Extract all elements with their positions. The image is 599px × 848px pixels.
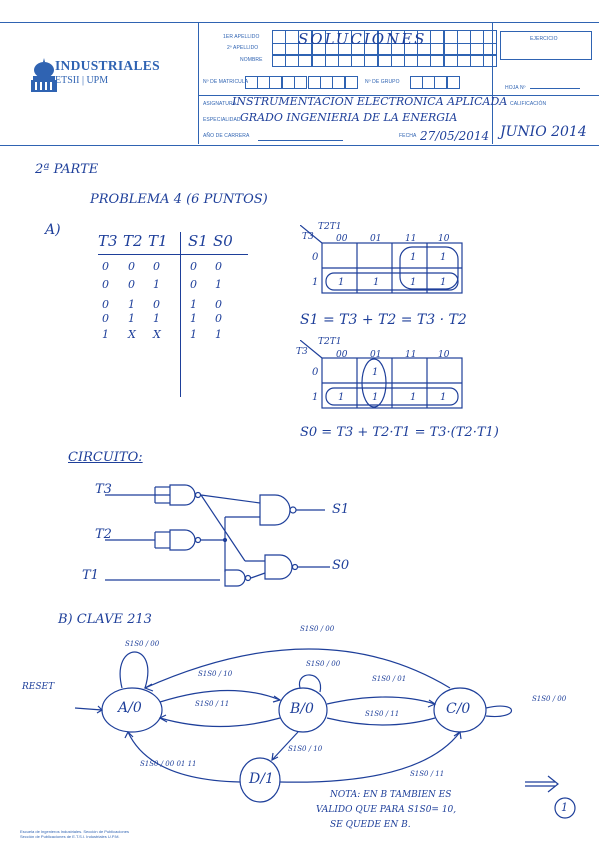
kmap2-col: 00 <box>336 350 348 360</box>
label-nombre: NOMBRE <box>240 57 263 63</box>
section-b-title: B) CLAVE 213 <box>58 612 152 627</box>
state-a: A/0 <box>118 700 142 716</box>
transition-label: S1S0 / 00 <box>300 625 335 633</box>
circuit-input-t2: T2 <box>95 527 112 542</box>
problem-title: PROBLEMA 4 (6 PUNTOS) <box>90 192 268 207</box>
tt-cell: 1 <box>190 298 197 311</box>
label-hoja: HOJA Nº <box>505 85 526 91</box>
label-especialidad: ESPECIALIDAD <box>203 117 241 123</box>
label-asignatura: ASIGNATURA <box>203 101 237 107</box>
header-divider-left <box>198 22 199 144</box>
kmap1-cell: 1 <box>410 252 417 263</box>
state-b: B/0 <box>290 701 314 717</box>
kmap2-rowvar: T3 <box>296 347 308 357</box>
label-apellido2: 2º APELLIDO <box>227 45 259 51</box>
note-line-2: VALIDO QUE PARA S1S0= 10, <box>316 805 457 815</box>
label-carrera: AÑO DE CARRERA <box>203 133 250 139</box>
section-a-label: A) <box>45 222 61 238</box>
kmap2-col: 10 <box>438 350 450 360</box>
kmap1-col: 01 <box>370 234 382 244</box>
circuit-input-t3: T3 <box>95 482 112 497</box>
kmap2-corner: T2T1 <box>318 337 342 347</box>
kmap1-col: 11 <box>405 234 417 244</box>
transition-label: S1S0 / 11 <box>195 700 230 708</box>
kmap2-col: 01 <box>370 350 382 360</box>
hw-calificacion: JUNIO 2014 <box>500 124 587 140</box>
tt-cell: 1 <box>153 278 160 291</box>
transition-label: S1S0 / 00 <box>306 660 341 668</box>
kmap1-row: 0 <box>312 252 319 263</box>
kmap1-row: 1 <box>312 277 319 288</box>
grupo-boxes[interactable] <box>410 76 459 89</box>
tt-cell: 1 <box>153 312 160 325</box>
tt-cell: 0 <box>102 260 109 273</box>
kmap1-cell: 1 <box>373 277 380 288</box>
tt-header-s1: S1 <box>188 232 208 250</box>
transition-label: S1S0 / 00 01 11 <box>140 760 197 768</box>
note-line-1: NOTA: EN B TAMBIEN ES <box>330 790 452 800</box>
footer-line-2: Sección de Publicaciones de E.T.S.I. Industriales U.P.M. <box>20 834 120 839</box>
tt-cell: 1 <box>128 312 135 325</box>
kmap1-rowvar: T3 <box>302 232 314 242</box>
label-fecha: FECHA <box>399 133 417 139</box>
logo-title: INDUSTRIALES <box>55 58 160 73</box>
tt-cell: 0 <box>190 260 197 273</box>
tt-cell: 0 <box>215 260 222 273</box>
kmap2-cell: 1 <box>338 392 345 403</box>
kmap1-cell: 1 <box>338 277 345 288</box>
transition-label: S1S0 / 00 <box>125 640 160 648</box>
state-diagram <box>20 620 580 820</box>
nombre-boxes[interactable] <box>272 55 496 67</box>
kmap1-col: 00 <box>336 234 348 244</box>
circuit-output-s1: S1 <box>332 502 350 517</box>
hw-especialidad: GRADO INGENIERIA DE LA ENERGIA <box>240 111 458 124</box>
tt-cell: 0 <box>153 260 160 273</box>
kmap2-cell: 1 <box>410 392 417 403</box>
label-grupo: Nº DE GRUPO <box>365 79 400 85</box>
kmap2-row: 0 <box>312 367 319 378</box>
circuit-title: CIRCUITO: <box>68 450 143 465</box>
tt-cell: X <box>153 328 161 341</box>
transition-label: S1S0 / 00 <box>532 695 567 703</box>
kmap2-cell: 1 <box>372 367 379 378</box>
circuit-output-s0: S0 <box>332 558 350 573</box>
tt-cell: 0 <box>128 278 135 291</box>
tt-cell: 1 <box>215 278 222 291</box>
transition-label: S1S0 / 10 <box>288 745 323 753</box>
transition-label: S1S0 / 10 <box>198 670 233 678</box>
transition-label: S1S0 / 11 <box>410 770 445 778</box>
tt-header-s0: S0 <box>213 232 233 250</box>
kmap1-cell: 1 <box>410 277 417 288</box>
tt-cell: 0 <box>215 312 222 325</box>
state-c: C/0 <box>446 701 471 717</box>
kmap-s1 <box>300 225 480 305</box>
equation-s1: S1 = T3 + T2 = T3 · T2 <box>300 312 467 328</box>
circuit-input-t1: T1 <box>82 568 99 583</box>
kmap1-corner: T2T1 <box>318 222 342 232</box>
kmap2-cell: 1 <box>440 392 447 403</box>
hw-apellido: SOLUCIONES <box>298 30 427 48</box>
tt-cell: 1 <box>190 312 197 325</box>
kmap2-cell: 1 <box>372 392 379 403</box>
transition-label: S1S0 / 11 <box>365 710 400 718</box>
label-ejercicio: EJERCICIO <box>530 36 558 42</box>
transition-label: S1S0 / 01 <box>372 675 407 683</box>
tt-cell: 0 <box>128 260 135 273</box>
tt-cell: 1 <box>190 328 197 341</box>
tt-divider <box>180 232 181 397</box>
tt-cell: 0 <box>153 298 160 311</box>
logo-subtitle: ETSII | UPM <box>55 75 109 86</box>
tt-cell: X <box>128 328 136 341</box>
page-number: 1 <box>561 801 568 814</box>
ejercicio-box[interactable] <box>500 31 592 60</box>
matricula-boxes[interactable] <box>245 76 306 89</box>
tt-cell: 1 <box>128 298 135 311</box>
kmap2-col: 11 <box>405 350 417 360</box>
hw-asignatura: INSTRUMENTACION ELECTRONICA APLICADA <box>232 95 508 108</box>
footer-line-1: Escuela de Ingenieros Industriales. Sección de Publicaciones <box>20 829 129 834</box>
tt-header-t1: T1 <box>148 232 168 250</box>
note-line-3: SE QUEDE EN B. <box>330 820 411 830</box>
footer <box>20 829 129 839</box>
truth-table <box>98 232 278 402</box>
label-calificacion: CALIFICACIÓN <box>510 101 547 107</box>
logic-circuit <box>75 475 375 605</box>
state-d: D/1 <box>249 771 274 787</box>
kmap1-col: 10 <box>438 234 450 244</box>
tt-header-t2: T2 <box>123 232 143 250</box>
tt-cell: 1 <box>102 328 109 341</box>
label-matricula: Nº DE MATRICULA <box>203 79 249 85</box>
kmap2-row: 1 <box>312 392 319 403</box>
tt-header-rule <box>98 254 248 255</box>
tt-cell: 0 <box>102 298 109 311</box>
tt-header-t3: T3 <box>98 232 118 250</box>
label-apellido1: 1ER APELLIDO <box>223 34 260 40</box>
equation-s0: S0 = T3 + T2·T1 = T3·(T2·T1) <box>300 425 499 440</box>
tt-cell: 0 <box>190 278 197 291</box>
tt-cell: 0 <box>102 278 109 291</box>
tt-cell: 1 <box>215 328 222 341</box>
reset-label: RESET <box>22 682 55 692</box>
tt-cell: 0 <box>215 298 222 311</box>
hw-fecha: 27/05/2014 <box>420 129 490 143</box>
part-title: 2ª PARTE <box>35 162 99 177</box>
matricula2-boxes[interactable] <box>308 76 357 89</box>
kmap1-cell: 1 <box>440 252 447 263</box>
kmap-s0 <box>300 340 480 420</box>
kmap1-cell: 1 <box>440 277 447 288</box>
tt-cell: 0 <box>102 312 109 325</box>
